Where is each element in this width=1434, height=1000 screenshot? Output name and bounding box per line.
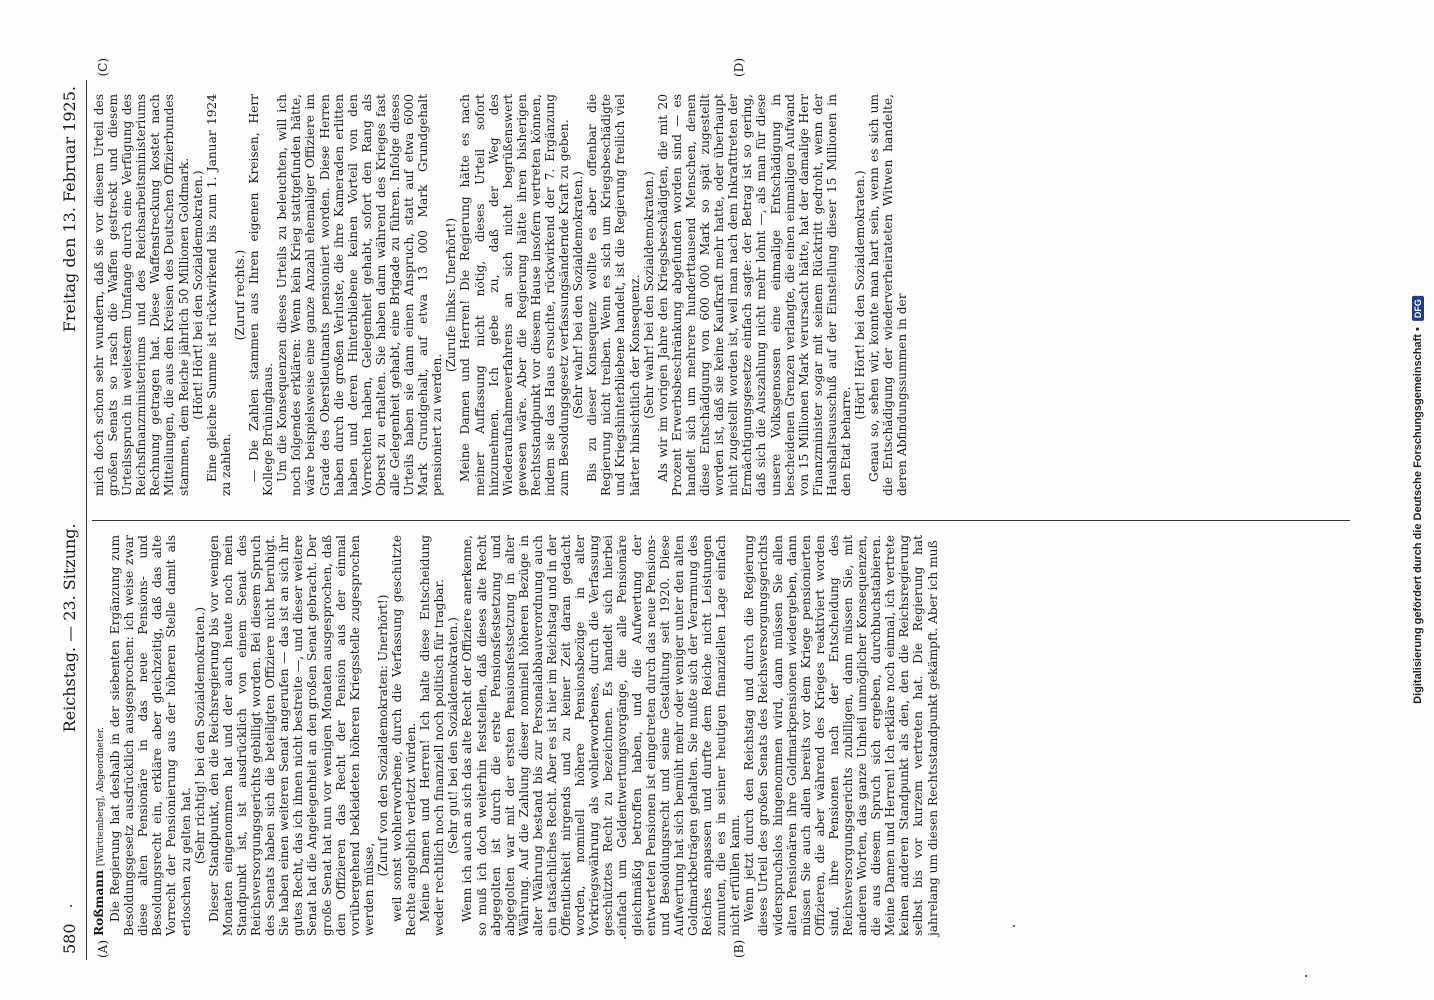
right-interjection: (Hört! Hört! bei den Sozialdemokraten.) [190,170,205,420]
left-paragraph: Wenn ich auch an sich das alte Recht der Offiziere anerkenne, so muß ich doch weiterhin feststellen, daß dieses alte Recht abgegolten ist durch die erste Pensionsfestsetzung und abgegolten war mit der ersten Pensionsfestsetzung in alter Währung. Auf die Zahlung dieser nominell höheren Bezüge in alter Währung bestand bis zur Personalabbauverordnung auch ein tatsächliches Recht. Aber es ist hier im Reichstag und in der Öffentlichkeit nirgends und zu keiner Zeit daran gedacht worden, nominell höhere Pensionsbezüge in alter Vorkriegswährung als wohlerworbenes, durch die Verfassung geschütztes Recht zu bezeichnen. Es handelt sich hierbei einfach um Geldentwertungsvorgänge, die alle Pensionäre gleichmäßig betroffen haben, und die Aufwertung der entwerteten Pensionen ist eingetreten durch das neue Pensions- und Besoldungsrecht und seine Gestaltung seit 1920. Diese Aufwertung hat sich bemüht mehr oder weniger unter den alten Goldmarkbeträgen gehalten. Sie mußte sich der Verarmung des Reiches anpassen und durfte dem Reiche nicht Leistungen zumuten, die es in seiner heutigen finanziellen Lage einfach nicht erfüllen kann. [460,535,743,936]
speaker-note: [Württemberg], Abgeordneter. [96,727,106,867]
left-paragraph: Dieser Standpunkt, den die Reichsregierung bis vor wenigen Monaten eingenommen hat und der auch heute noch mein Standpunkt ist, ist ausdrücklich von einem Senat des Reichsversorgungsgerichts gebilligt worden. Bei diesem Spruch des Senats haben sich die beteiligten Offiziere nicht beruhigt. Sie haben einen weiteren Senat angerufen — das ist an sich ihr gutes Recht, das ich ihnen nicht bestreite —, und dieser weitere Senat hat die Angelegenheit an den großen Senat gebracht. Der große Senat hat nun vor wenigen Monaten ausgesprochen, daß den Offizieren das Recht der Pension aus der einmal vorübergehend bekleideten höheren Kriegsstelle zugesprochen werden müsse, [206,535,376,936]
session-date: Freitag den 13. Februar 1925. [60,86,79,333]
margin-marker-b: (B) [732,939,746,958]
scan-speck [1013,925,1015,927]
speaker-name: Roßmann [92,869,106,936]
left-paragraph: weil sonst wohlerworbene, durch die Verfassung geschützte Rechte angeblich verletzt würden. [389,535,419,936]
left-paragraph: Die Regierung hat deshalb in der siebenten Ergänzung zum Besoldungsgesetz ausdrücklich ausgesprochen: ich weise zwar diese alten Pensionäre in das neue Pensions- und Besoldungsrecht ein, erkläre aber gleichzeitig, daß das alte Vorrecht der Pensionierung aus der höheren Stelle damit als erloschen zu gelten hat. [108,535,193,936]
margin-marker-a: (A) [96,939,110,958]
margin-marker-d: (D) [732,58,746,77]
right-paragraph: Genau so, sehen wir, konnte man hart sein, wenn es sich um die Entschädigung der wiederverheirateten Witwen handelte, deren Abfindungssummen in der [867,94,910,496]
margin-marker-c: (C) [96,58,110,77]
page-number: 580 [60,923,79,954]
right-interjection: (Zurufe links: Unerhört!) [444,217,459,373]
right-paragraph: Eine gleiche Summe ist rückwirkend bis zum 1. Januar 1924 zu zahlen. [204,94,233,496]
right-interjection: (Zuruf rechts.) [232,249,247,341]
publication-title: Reichstag. — 23. Sitzung. [60,523,79,733]
right-column [92,58,1350,520]
right-interjection: (Sehr wahr! bei den Sozialdemokraten.) [571,171,586,419]
left-column [92,520,1350,960]
dfg-logo-icon: DFG [1412,296,1424,321]
scan-speck [70,905,72,907]
credit-text: Digitalisierung gefördert durch die Deutsche Forschungsgemeinschaft • [1412,327,1424,704]
scan-speck [624,937,626,939]
digitization-credit [1412,296,1424,704]
speaker-line [92,535,108,936]
left-interjection: (Sehr gut! bei den Sozialdemokraten.) [446,617,461,854]
left-interjection: (Zuruf von den Sozialdemokraten: Unerhört!) [375,594,390,877]
right-paragraph: Als wir im vorigen Jahre den Kriegsbeschädigten, die mit 20 Prozent Erwerbsbeschränkung abgefunden worden sind — es handelt sich um mehrere hunderttausend Menschen, denen diese Entschädigung von 600 000 Mark so spät zugestellt worden ist, daß sie keine Kaufkraft mehr hatte, oder überhaupt nicht zugestellt worden ist, weil man nach dem Inkrafttreten der Ermächtigungsgesetze einfach sagte: der Betrag ist so gering, daß sich die Auszahlung nicht mehr lohnt —, als man für diese unsere Volksgenossen eine einmalige Entschädigung in bescheidenen Grenzen verlangte, die einen einmaligen Aufwand von 15 Millionen Mark verursacht hätte, hat der damalige Herr Finanzminister sogar mit seinem Rücktritt gedroht, wenn der Haushaltsausschuß auf der Einstellung dieser 15 Millionen in den Etat beharre. [655,94,853,496]
left-interjection: (Sehr richtig! bei den Sozialdemokraten.) [192,606,207,865]
left-paragraph: Meine Damen und Herren! Ich halte diese Entscheidung weder rechtlich noch finanziell noch politisch für tragbar. [418,535,447,936]
rotated-newspaper-page [60,58,1350,960]
right-interjection: (Sehr wahr! bei den Sozialdemokraten.) [641,171,656,419]
left-paragraph: Wenn jetzt durch den Reichstag und durch die Regierung dieses Urteil des großen Senats des Reichsversorgungsgerichts widerspruchslos hingenommen wird, dann müssen Sie allen alten Pensionären ihre Goldmarkpensionen wiedergeben, dann müssen Sie auch allen bereits vor dem Kriege pensionierten Offizieren, die aber während des Krieges reaktiviert worden sind, ihre Pensionen nach der Entscheidung des Reichsversorgungsgerichts zubilligen, dann müssen Sie, mit anderen Worten, das ganze Unheil unmöglicher Konsequenzen, die aus diesem Spruch sich ergeben, durchbuchstabieren. Meine Damen und Herren! Ich erkläre noch einmal, ich vertrete keinen anderen Standpunkt als den, den die Reichsregierung selbst bis vor kurzem vertreten hat. Die Regierung hat jahrelang um diesen Rechtsstandpunkt gekämpft. Aber ich muß [742,535,940,936]
page-header [60,80,87,960]
right-paragraph: — Die Zahlen stammen aus Ihren eigenen Kreisen, Herr Kollege Brüninghaus. [247,94,276,496]
right-interjection: (Hört! Hört! bei den Sozialdemokraten.) [853,170,868,420]
right-paragraph: Meine Damen und Herren! Die Regierung hätte es nach meiner Auffassung nicht nötig, dieses Urteil sofort hinzunehmen. Ich gebe zu, daß der Weg des Wiederaufnahmeverfahrens an sich nicht begrüßenswert gewesen wäre. Aber die Regierung hätte ihren bisherigen Rechtsstandpunkt vor diesem Hause insofern vertreten können, indem sie das Haus ersuchte, rückwirkend der 7. Ergänzung zum Besoldungsgesetz verfassungsändernde Kraft zu geben. [458,94,572,496]
scan-speck [1305,975,1307,977]
right-paragraph: Bis zu dieser Konsequenz wollte es aber offenbar die Regierung nicht treiben. Wenn es sich um Kriegsbeschädigte und Kriegshinterbliebene handelt, ist die Regierung freilich viel härter hinsichtlich der Konsequenz. [585,94,642,496]
right-paragraph: Um die Konsequenzen dieses Urteils zu beleuchten, will ich noch folgendes erklären: Wenn kein Krieg stattgefunden hätte, wäre beispielsweise eine ganze Anzahl ehemaliger Offiziere im Grade des Oberstleutnants pensioniert worden. Diese Herren haben durch die großen Verluste, die ihre Kameraden erlitten haben und deren Hinterbliebene keinen Vorteil von den Vorrechten haben, Gelegenheit gehabt, sofort den Rang als Oberst zu erhalten. Sie haben dann während des Krieges fast alle Gelegenheit gehabt, eine Brigade zu führen. Infolge dieses Urteils haben sie dann einen Anspruch, statt auf etwa 6000 Mark Grundgehalt, auf etwa 13 000 Mark Grundgehalt pensioniert zu werden. [275,94,445,496]
right-paragraph: mich doch schon sehr wundern, daß sie vor diesem Urteil des großen Senats so rasch die Waffen gestreckt und diesem Urteilsspruch in weitestem Umfange durch eine Verfügung des Reichsfinanzministeriums und des Reichsarbeitsministeriums Rechnung getragen hat. Diese Waffenstreckung kostet nach Mitteilungen, die aus den Kreisen des Deutschen Offizierbundes stammen, dem Reiche jährlich 50 Millionen Goldmark. [92,94,191,496]
text-columns [92,58,1350,960]
